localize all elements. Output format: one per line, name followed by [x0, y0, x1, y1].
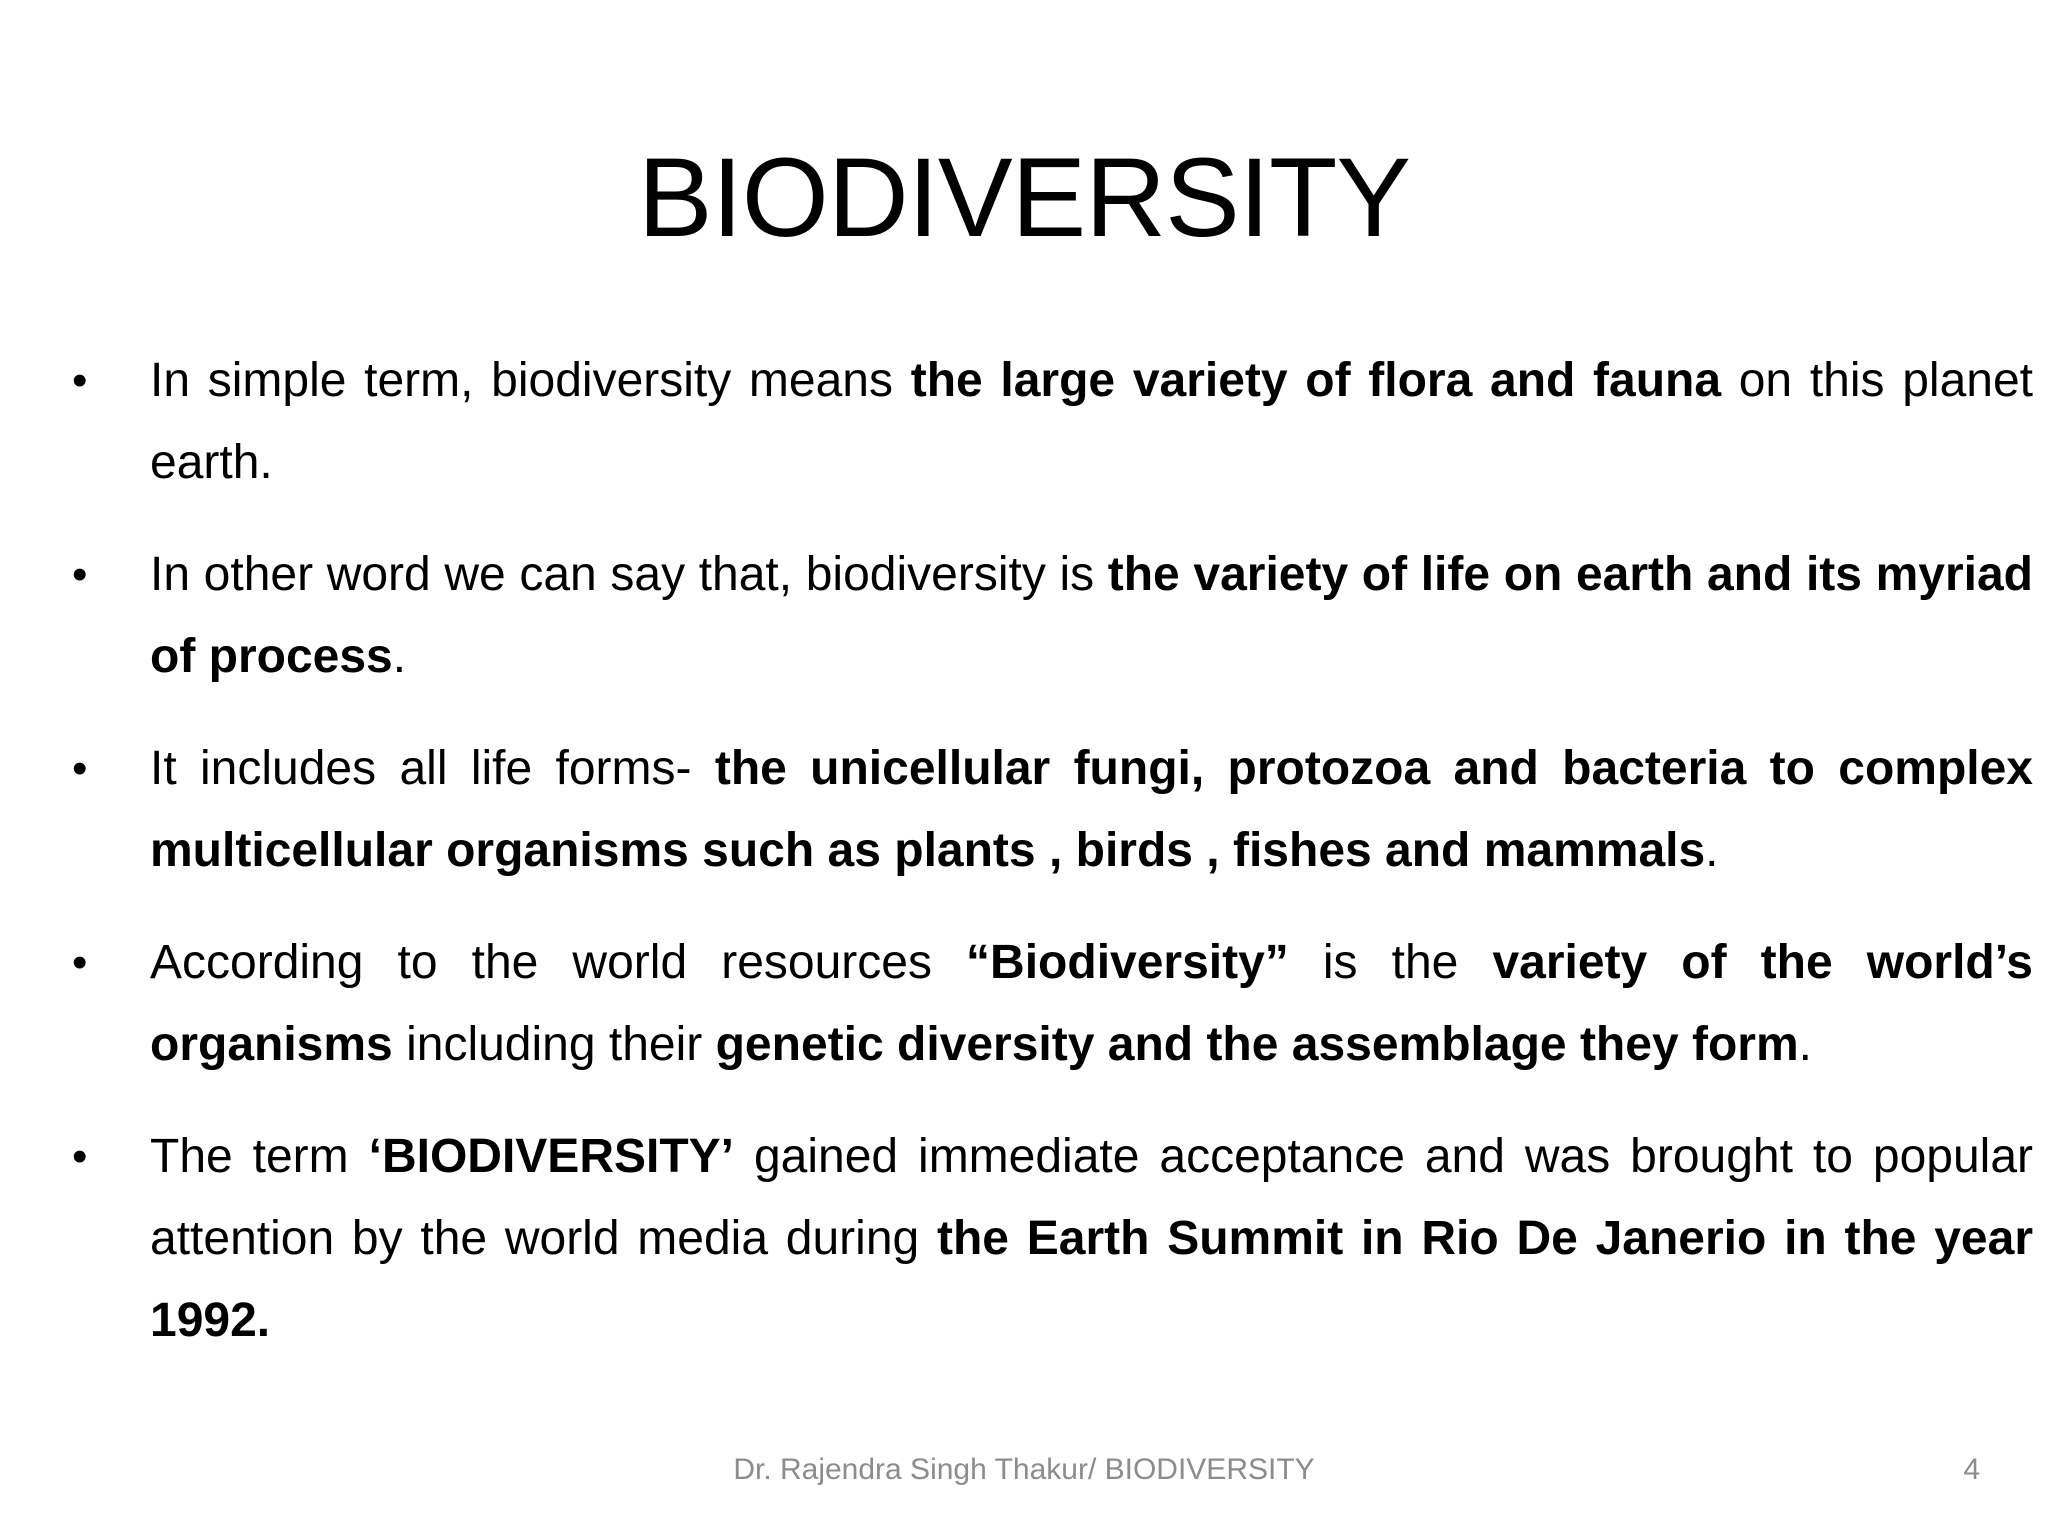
bullet-item: [72, 728, 2033, 892]
bullet-dot: •: [72, 1132, 88, 1181]
bullet-segment: including their: [392, 1018, 716, 1071]
bullet-item: [72, 922, 2033, 1086]
bullet-text: [150, 354, 2033, 489]
bullet-segment: on this planet earth.: [150, 354, 2033, 489]
bullet-dot: •: [72, 356, 88, 405]
bullet-dot: •: [72, 744, 88, 793]
bullet-item: [72, 1116, 2034, 1362]
bullet-segment: is the: [1288, 936, 1493, 989]
bullet-segment-bold: ‘BIODIVERSITY’: [368, 1130, 734, 1183]
bullet-segment: According to the world resources: [150, 936, 967, 989]
bullet-text: [150, 1130, 2033, 1347]
page-number: 4: [1963, 1453, 1980, 1486]
bullet-segment: .: [1798, 1018, 1812, 1071]
bullet-segment-bold: “Biodiversity”: [966, 936, 1289, 989]
bullet-dot: •: [72, 938, 88, 987]
bullet-segment: .: [392, 630, 407, 683]
slide-footer: Dr. Rajendra Singh Thakur/ BIODIVERSITY: [733, 1453, 1315, 1486]
bullet-dot: •: [72, 550, 88, 599]
bullet-segment-bold: the large variety of flora and fauna: [910, 354, 1722, 407]
bullet-text: [150, 936, 2033, 1071]
bullet-list: [72, 340, 2034, 1392]
bullet-segment-bold: the Earth Summit in Rio De Janerio in the year 1992.: [150, 1212, 2034, 1347]
bullet-segment: The term: [150, 1130, 369, 1183]
bullet-segment-bold: the unicellular fungi, protozoa and bacteria to complex multicellular organisms such as plants , birds , fishes and mammals: [150, 742, 2033, 877]
bullet-item: [72, 340, 2033, 504]
bullet-segment: It includes all life forms-: [150, 742, 715, 795]
bullet-text: [150, 548, 2033, 683]
bullet-segment-bold: variety of the world’s organisms: [150, 936, 2033, 1071]
bullet-item: [72, 534, 2033, 698]
bullet-segment: .: [1705, 824, 1719, 877]
bullet-segment: In simple term, biodiversity means: [150, 354, 911, 407]
slide-title: BIODIVERSITY: [637, 135, 1411, 260]
bullet-segment: gained immediate acceptance and was brought to popular attention by the world media during: [150, 1130, 2033, 1265]
bullet-segment-bold: genetic diversity and the assemblage they form: [715, 1018, 1799, 1071]
bullet-text: [150, 742, 2033, 877]
bullet-segment-bold: the variety of life on earth and its myriad of process: [150, 548, 2033, 683]
bullet-segment: In other word we can say that, biodiversity is: [150, 548, 1108, 601]
